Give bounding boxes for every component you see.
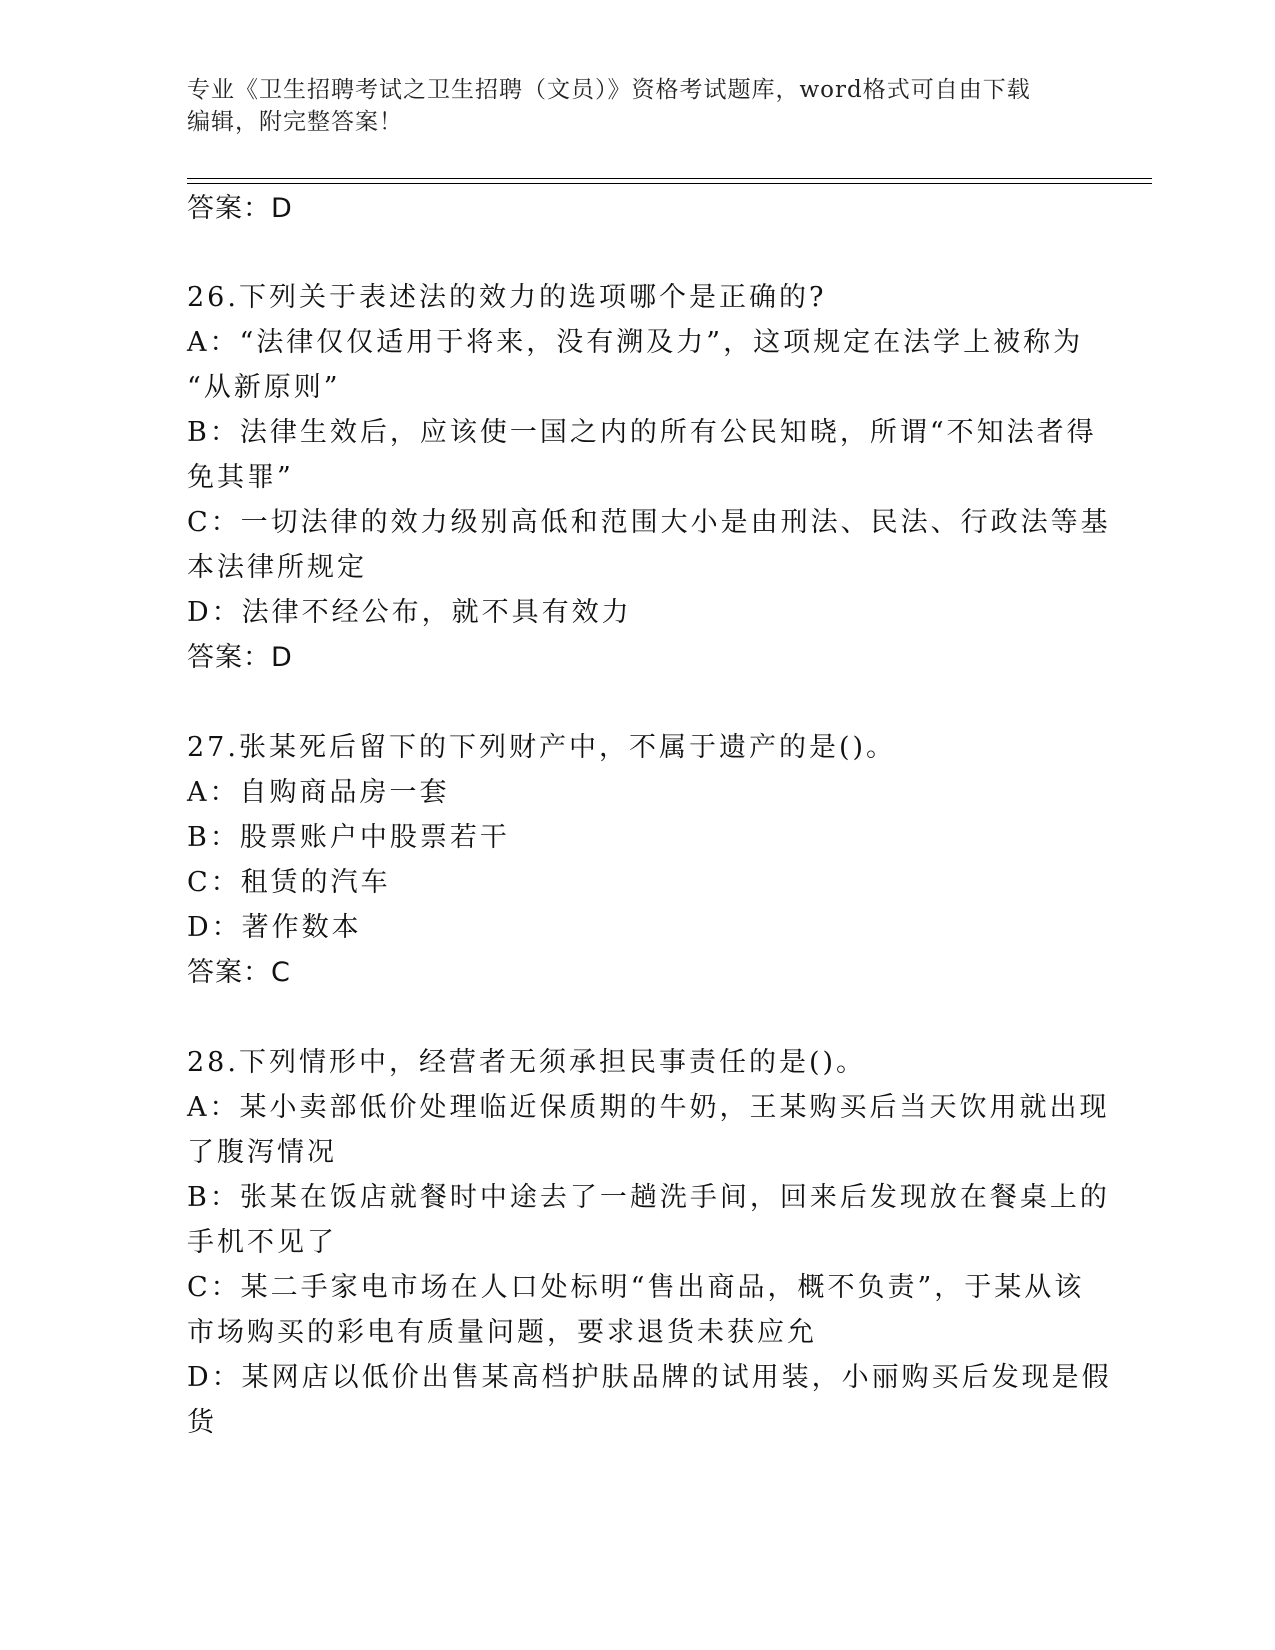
header-line-2: 编辑，附完整答案！ (187, 109, 403, 135)
question-28-stem: 28.下列情形中，经营者无须承担民事责任的是()。 (187, 1047, 867, 1078)
question-27-option-d: D：著作数本 (187, 912, 362, 943)
document-header (187, 74, 1067, 138)
question-26-option-c-cont: 本法律所规定 (187, 552, 367, 583)
question-26-option-b: B：法律生效后，应该使一国之内的所有公民知晓，所谓“不知法者得 (187, 417, 1097, 448)
question-28-option-d-cont: 货 (187, 1407, 217, 1438)
question-27-option-c: C：租赁的汽车 (187, 867, 391, 898)
question-26-option-d: D：法律不经公布，就不具有效力 (187, 597, 632, 628)
header-line-1: 专业《卫生招聘考试之卫生招聘（文员）》资格考试题库，word格式可自由下载 (187, 77, 1031, 103)
question-28-option-c: C：某二手家电市场在人口处标明“售出商品，概不负责”，于某从该 (187, 1272, 1085, 1303)
question-28-option-a: A：某小卖部低价处理临近保质期的牛奶，王某购买后当天饮用就出现 (187, 1092, 1110, 1123)
question-26-option-a: A：“法律仅仅适用于将来，没有溯及力”，这项规定在法学上被称为 (187, 327, 1084, 358)
header-divider-top (187, 178, 1152, 179)
question-27-stem: 27.张某死后留下的下列财产中，不属于遗产的是()。 (187, 732, 897, 763)
question-28-option-b-cont: 手机不见了 (187, 1227, 337, 1258)
question-28-option-c-cont: 市场购买的彩电有质量问题，要求退货未获应允 (187, 1317, 817, 1348)
question-28-option-b: B：张某在饭店就餐时中途去了一趟洗手间，回来后发现放在餐桌上的 (187, 1182, 1110, 1213)
header-divider-bottom (187, 183, 1152, 184)
previous-answer: 答案：D (187, 193, 293, 224)
question-26-option-b-cont: 免其罪” (187, 462, 294, 493)
question-26-answer: 答案：D (187, 642, 293, 673)
question-27-answer: 答案：C (187, 957, 291, 988)
question-27-option-b: B：股票账户中股票若干 (187, 822, 510, 853)
question-28-option-d: D：某网店以低价出售某高档护肤品牌的试用装，小丽购买后发现是假 (187, 1362, 1112, 1393)
question-26-stem: 26.下列关于表述法的效力的选项哪个是正确的? (187, 282, 827, 313)
question-28-option-a-cont: 了腹泻情况 (187, 1137, 337, 1168)
question-26-option-c: C：一切法律的效力级别高低和范围大小是由刑法、民法、行政法等基 (187, 507, 1111, 538)
question-27-option-a: A：自购商品房一套 (187, 777, 450, 808)
question-26-option-a-cont: “从新原则” (187, 372, 341, 403)
